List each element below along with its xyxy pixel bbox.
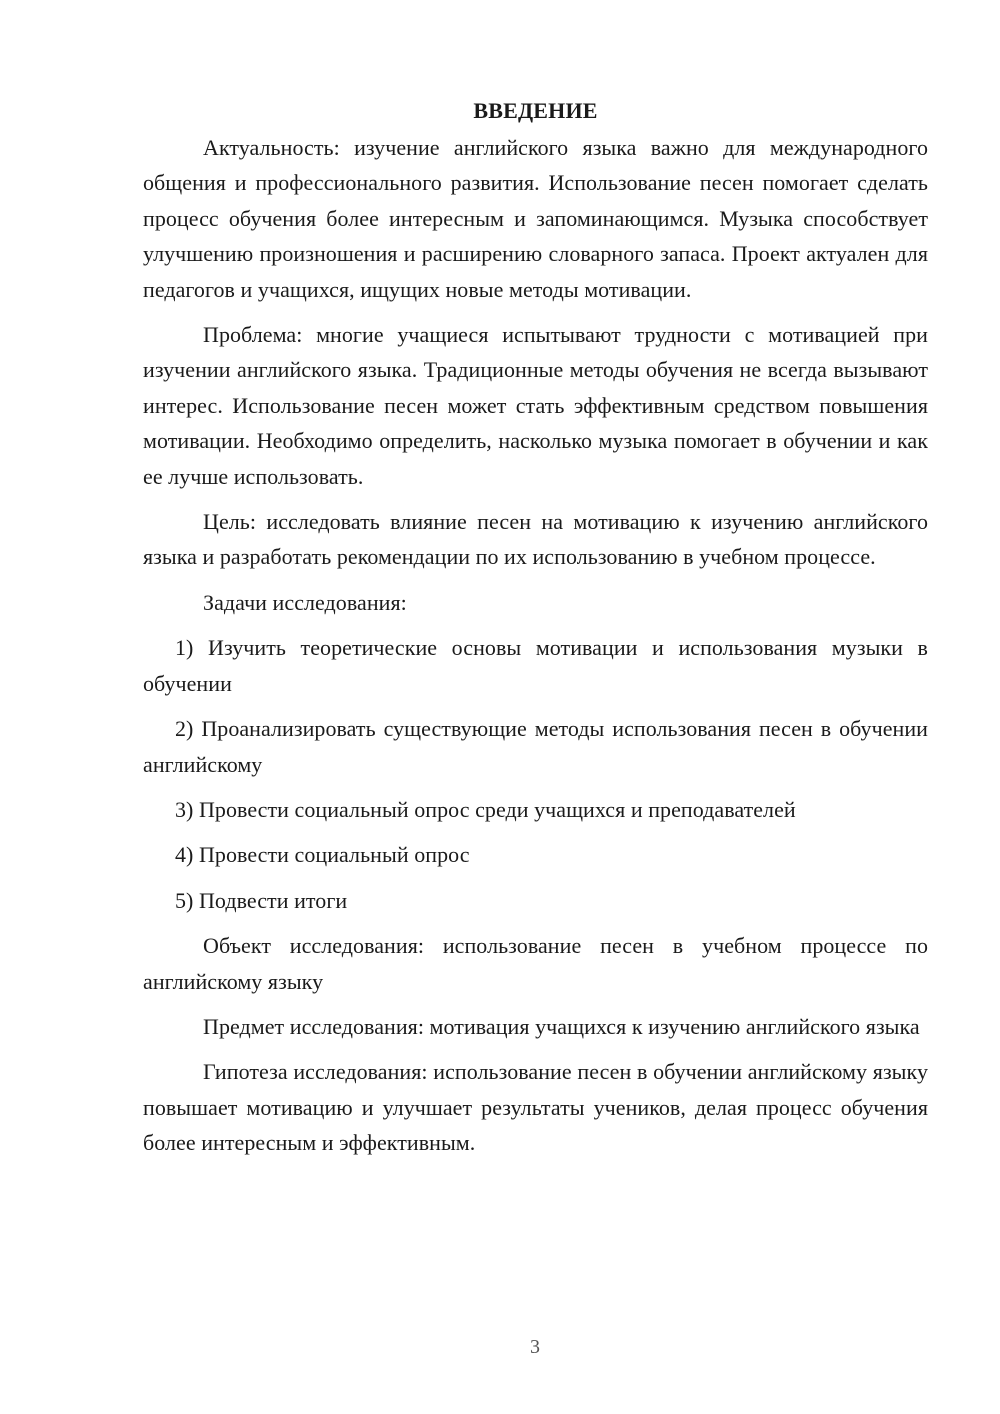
task-item-1: 1) Изучить теоретические основы мотивации и использования музыки в обучении [143,635,928,696]
task-item-5: 5) Подвести итоги [175,887,348,913]
paragraph-goal: Цель: исследовать влияние песен на мотивацию к изучению английского языка и разработать рекомендации по их использованию в учебном процессе. [143,509,928,570]
task-item-4: 4) Провести социальный опрос [175,842,470,868]
paragraph-subject: Предмет исследования: мотивация учащихся к изучению английского языка [203,1013,920,1039]
page-number: 3 [530,1336,540,1358]
task-item-2: 2) Проанализировать существующие методы использования песен в обучении английскому [143,716,928,777]
paragraph-object: Объект исследования: использование песен в учебном процессе по английскому языку [143,933,928,994]
paragraph-relevance: Актуальность: изучение английского языка важно для международного общения и профессионального развития. Использование песен помогает сделать процесс обучения более интересным и запоминающимся. Музыка способствует улучшению произношения и расширению словарного запаса. Проект актуален для педагогов и учащихся, ищущих новые методы мотивации. [143,135,928,302]
document-title: ВВЕДЕНИЕ [473,98,598,123]
task-item-3: 3) Провести социальный опрос среди учащихся и преподавателей [175,796,796,822]
document-page [143,96,928,1161]
paragraph-hypothesis: Гипотеза исследования: использование песен в обучении английскому языку повышает мотивацию и улучшает результаты учеников, делая процесс обучения более интересным и эффективным. [143,1059,928,1156]
paragraph-problem: Проблема: многие учащиеся испытывают трудности с мотивацией при изучении английского языка. Традиционные методы обучения не всегда вызывают интерес. Использование песен может стать эффективным средством повышения мотивации. Необходимо определить, насколько музыка помогает в обучении и как ее лучше использовать. [143,322,928,489]
tasks-heading: Задачи исследования: [203,589,407,615]
